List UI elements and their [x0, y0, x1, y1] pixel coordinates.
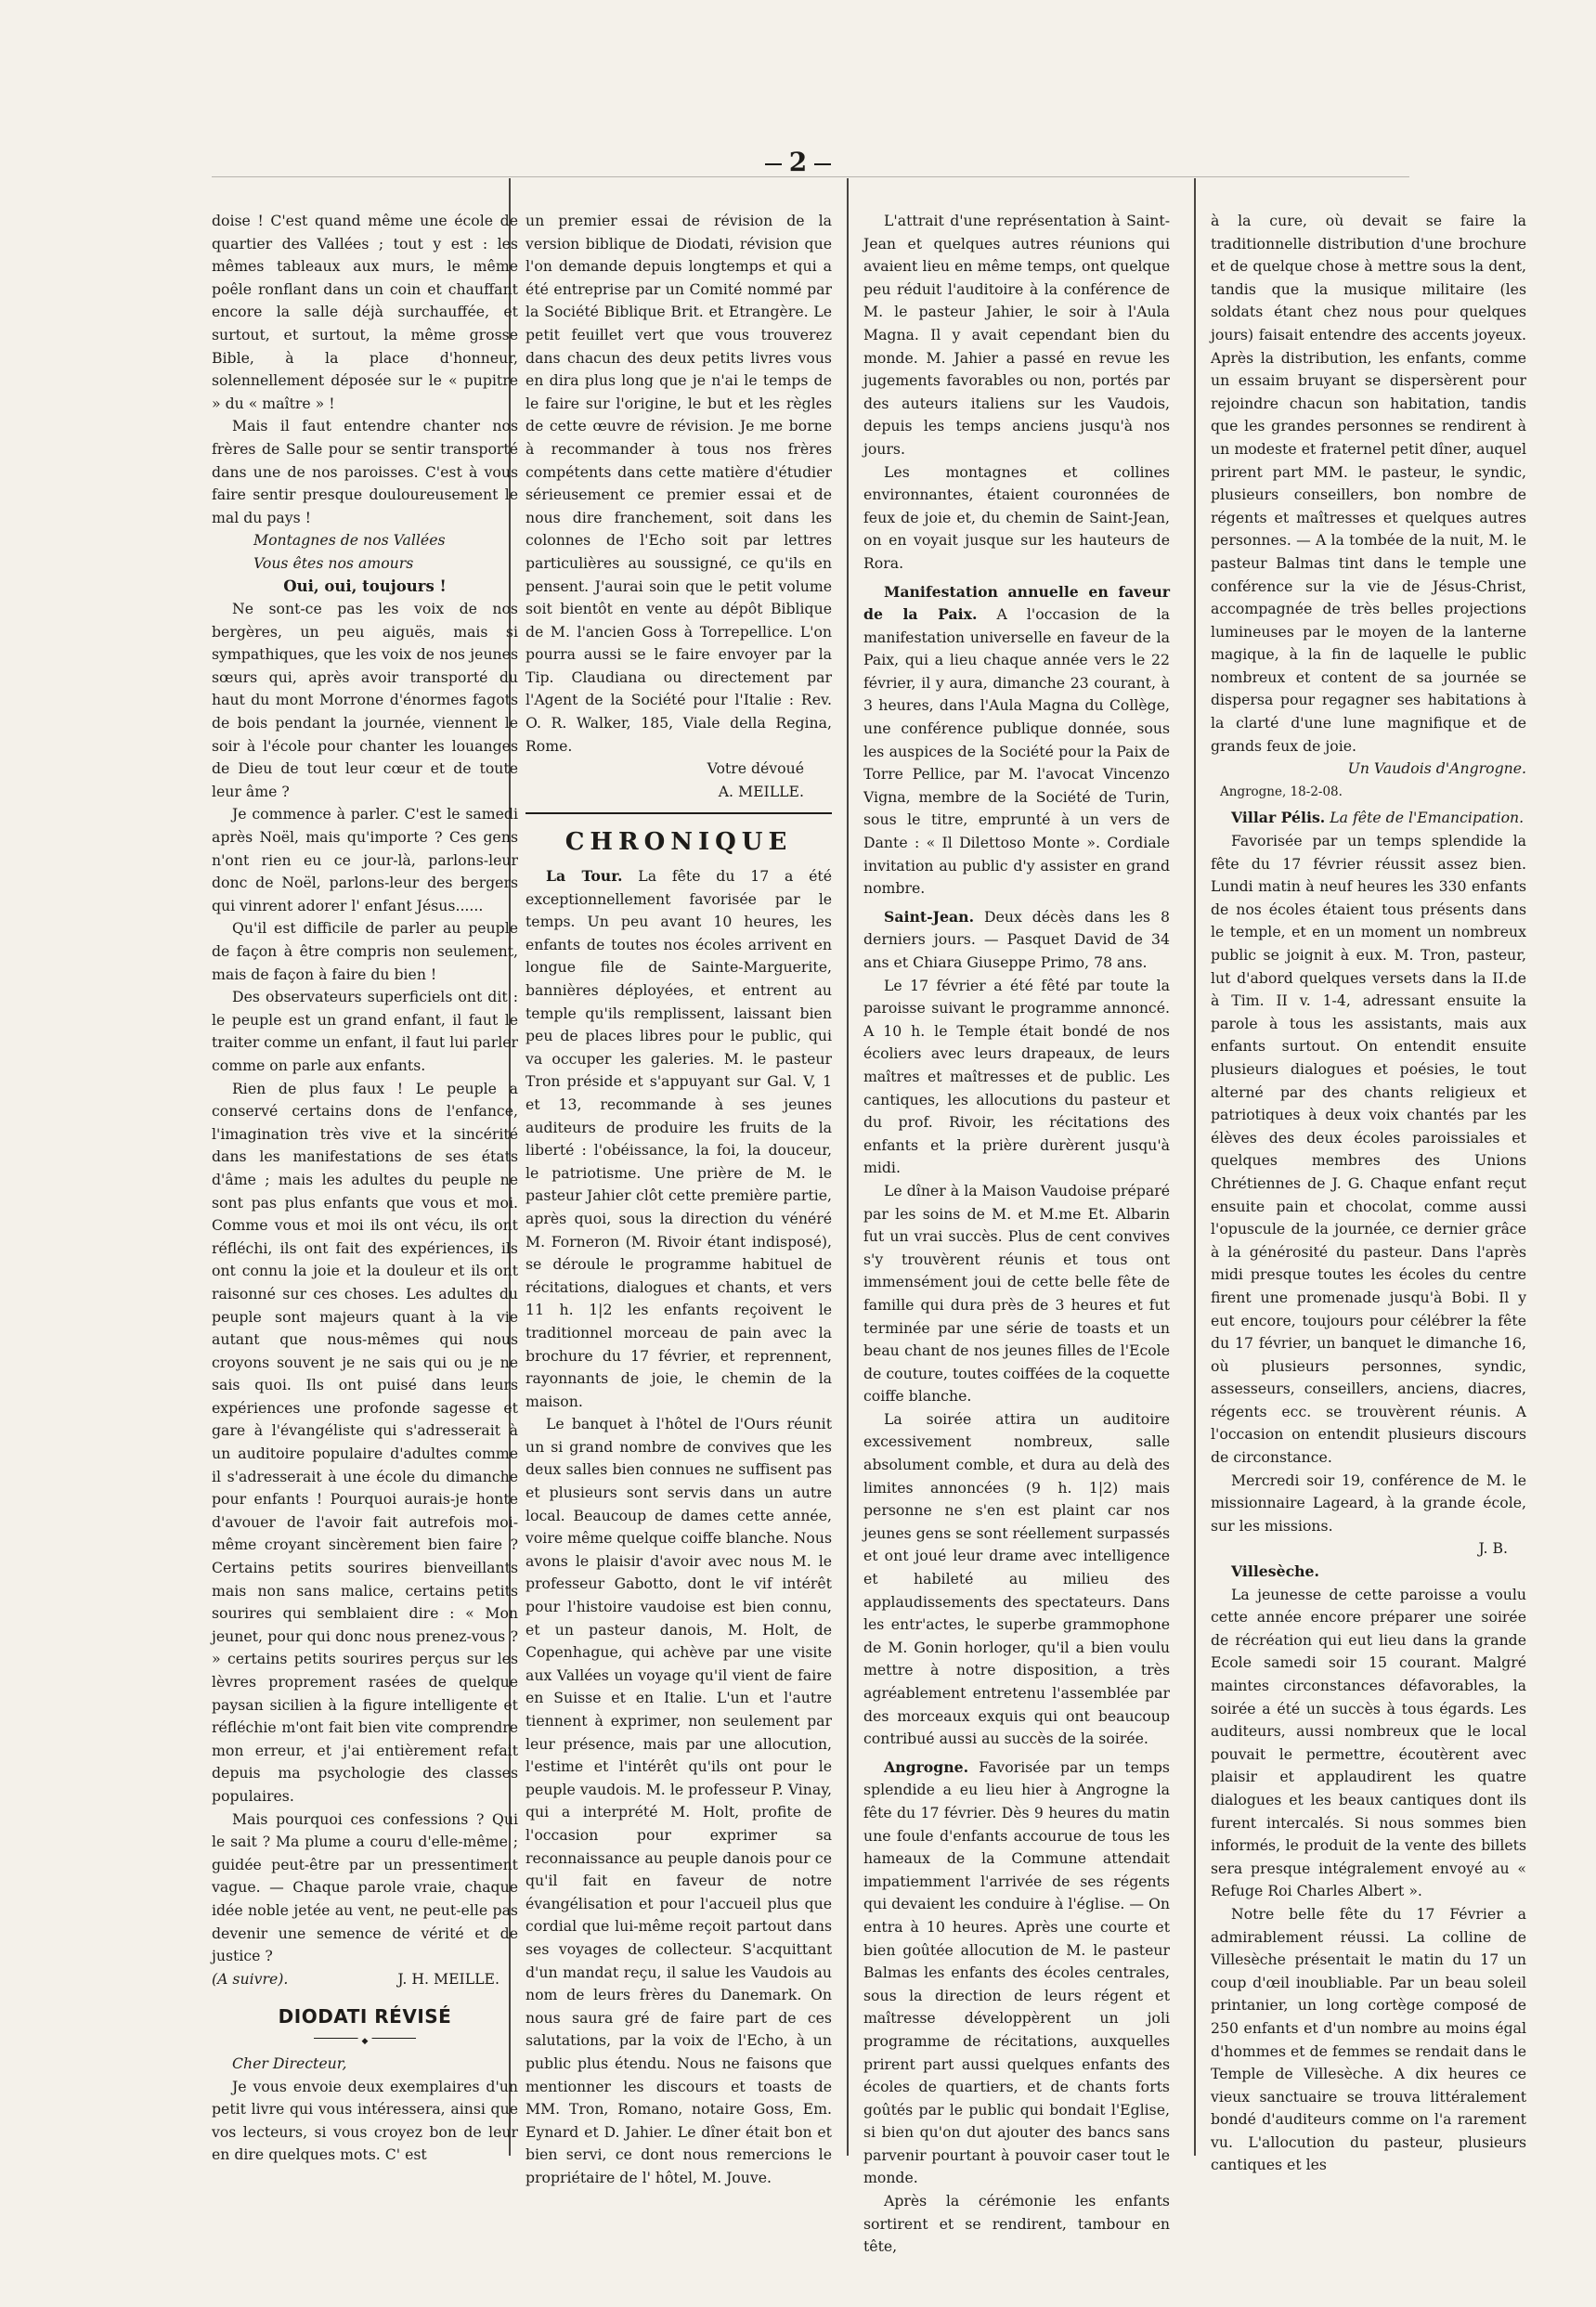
place-name: La Tour. — [546, 867, 623, 886]
letter-closing: Votre dévoué — [707, 759, 804, 778]
news-item-peace: Manifestation annuelle en faveur de la Paix. A l'occasion de la manifestation universelle en faveur de la Paix, qui a lieu chaque année vers le 22 février, il y aura, dimanche 23 courant, à 3 heures, dans l'Aula Magna du Collège, une conférence publique donnée, sous les auspices de la Société pour la Paix de Torre Pellice, par M. l'avocat Vincenzo Vigna, membre de la Société de Turin, sous le titre, emprunté à un vers de Dante : « Il Dilettoso Monte ». Cordiale invitation au public d'y assister en grand nombre. — [863, 582, 1170, 898]
section-heading-diodati: DIODATI RÉVISÉ — [278, 2005, 452, 2028]
article-paragraph: Rien de plus faux ! Le peuple a conservé certains dons de l'enfance, l'imagination très vive et la sincérité dans les manifestations de ses états d'âme ; mais les adultes du peuple ne sont pas plus enfants que vous et moi. Comme vous et moi ils ont vécu, ils ont réfléchi, ils ont fait des expériences, ils ont connu la joie et la douleur et ils ont raisonné sur ces choses. Les adultes du peuple sont majeurs quant à la vie autant que nous-mêmes qui nous croyons souvent je ne sais qui ou je ne sais quoi. Ils ont puisé dans leurs expériences une profonde sagesse et gare à l'évangéliste qui s'adresserait à un auditoire populaire d'adultes comme il s'adresserait à une école du dimanche pour enfants ! Pourquoi aurais-je honte d'avouer de l'avoir fait autrefois moi-même croyant sincèrement bien faire ? Certains petits sourires bienveillants mais non sans malice, certains petits sourires qui semblaient dire : « Mon jeunet, pour qui donc nous prenez-vous ? » certains petits sourires perçus sur les lèvres proprement rasées de quelque paysan sicilien à la figure intelligente et réfléchie m'ont fait bien vite comprendre mon erreur, et j'ai entièrement refait depuis ma psychologie des classes populaires. — [212, 1079, 518, 1805]
news-item-latour: La Tour. La fête du 17 a été exceptionnellement favorisée par le temps. Un peu avant 10 heures, les enfants de toutes nos écoles arrivent en longue file de Sainte-Marguerite, bannières déployées, et entrent au temple qu'ils remplissent, laissant bien peu de places libres pour le public, qui va occuper les galeries. M. le pasteur Tron préside et s'appuyant sur Gal. V, 1 et 13, recommande à ses jeunes auditeurs de produire les fruits de la liberté : l'obéissance, la foi, la douceur, le patriotisme. Une prière de M. le pasteur Jahier clôt cette première partie, après quoi, sous la direction du vénéré M. Forneron (M. Rivoir étant indisposé), se déroule le programme habituel de récitations, dialogues et chants, et vers 11 h. 1|2 les enfants reçoivent le traditionnel morceau de pain avec la brochure du 17 février, et reprennent, rayonnants de joie, le chemin de la maison. — [526, 867, 832, 1410]
news-item-angrogne: Angrogne. Favorisée par un temps splendide a eu lieu hier à Angrogne la fête du 17 février. Dès 9 heures du matin une foule d'enfants accourue de tous les hameaux de la Commune attendait impatiemment l'arrivée de ses régents qui devaient les conduire à l'église. — On entra à 10 heures. Après une courte et bien goûtée allocution de M. le pasteur Balmas les enfants des écoles centrales, sous la direction de leurs régent et maîtresse développèrent un joli programme de récitations, auxquelles prirent part aussi quelques enfants des écoles de quartiers, et de chants forts goûtés par le public qui bondait l'Eglise, si bien qu'on dut ajouter des bancs sans parvenir pourtant à pouvoir caser tout le monde. — [863, 1757, 1170, 2187]
article-paragraph: Le 17 février a été fêté par toute la paroisse suivant le programme annoncé. A 10 h. le Temple était bondé de nos écoliers avec leurs drapeaux, de leurs maîtres et maîtresses et de public. Les cantiques, les allocutions du pasteur et du prof. Rivoir, les récitations des enfants et la prière durèrent jusqu'à midi. — [863, 976, 1170, 1177]
column-3 — [863, 210, 1170, 2256]
article-paragraph: Des observateurs superficiels ont dit : le peuple est un grand enfant, il faut le traiter comme un enfant, il faut lui parler comme on parle aux enfants. — [212, 988, 519, 1074]
news-item-saint-jean: Saint-Jean. Deux décès dans les 8 derniers jours. — Pasquet David de 34 ans et Chiara Giuseppe Primo, 78 ans. — [863, 907, 1170, 971]
song-refrain: Oui, oui, toujours ! — [283, 577, 447, 595]
section-divider — [526, 812, 832, 814]
article-paragraph: Le banquet à l'hôtel de l'Ours réunit un si grand nombre de convives que les deux salles bien connues ne suffisent pas et plusieurs sont servis dans un autre local. Beaucoup de dames cette année, voire même quelque coiffe blanche. Nous avons le plaisir d'avoir avec nous M. le professeur Gabotto, dont le vif intérêt pour l'histoire vaudoise est bien connu, et un pasteur danois, M. Holt, de Copenhague, qui achève par une visite aux Vallées un voyage qu'il vient de faire en Suisse et en Italie. L'un et l'autre tiennent à exprimer, non seulement par leur présence, mais par une allocution, l'estime et l'intérêt qu'ils ont pour le peuple vaudois. M. le professeur P. Vinay, qui a interprété M. Holt, profite de l'occasion pour exprimer sa reconnaissance au peuple danois pour ce qu'il fait en faveur de notre évangélisation et pour l'accueil plus que cordial que lui-même reçoit partout dans ses voyages de collecteur. S'acquittant d'un mandat reçu, il salue les Vaudois au nom de leurs frères du Danemark. On nous saura gré de faire part de ces salutations, par la voix de l'Echo, à un public plus étendu. Nous ne faisons que mentionner les discours et toasts de MM. Tron, Romano, notaire Goss, Em. Eynard et D. Jahier. Le dîner était bon et bien servi, ce dont nous remercions le propriétaire de l' hôtel, M. Jouve. — [526, 1415, 832, 2186]
article-signoff — [212, 1968, 518, 1991]
author-signature: Un Vaudois d'Angrogne. — [1347, 759, 1526, 778]
place-name: Angrogne. — [884, 1757, 969, 1776]
song-verse: Montagnes de nos Vallées — [253, 531, 446, 550]
to-be-continued: (A suivre). — [212, 1969, 289, 1988]
article-paragraph: L'attrait d'une représentation à Saint-Jean et quelques autres réunions qui avaient lieu en même temps, ont quelque peu réduit l'auditoire à la conférence de M. le pasteur Jahier, le soir à l'Aula Magna. Il y avait cependant bien du monde. M. Jahier a passé en revue les jugements favorables ou non, portés par des auteurs italiens sur les Vaudois, depuis les temps anciens jusqu'à nos jours. — [863, 212, 1170, 458]
header-rule — [212, 176, 1409, 177]
article-paragraph: Ne sont-ce pas les voix de nos bergères, un peu aiguës, mais si sympathiques, que les voix de nos jeunes sœurs qui, après avoir transporté du haut du mont Morrone d'énormes fagots de bois pendant la journée, viennent le soir à l'école pour chanter les louanges de Dieu de tout leur cœur et de toute leur âme ? — [212, 600, 518, 800]
place-name: Villar Pélis. — [1231, 809, 1326, 827]
section-heading-chronique: CHRONIQUE — [564, 828, 793, 857]
place-name: Manifestation annuelle en faveur de la Paix. — [863, 582, 1170, 624]
page-number: 2 — [0, 147, 1596, 177]
author-signature: A. MEILLE. — [718, 782, 804, 800]
article-paragraph: Après la cérémonie les enfants sortirent et se rendirent, tambour en tête, — [863, 2192, 1170, 2256]
article-paragraph: Je vous envoie deux exemplaires d'un petit livre qui vous intéressera, ainsi que vos lecteurs, si vous croyez bon de leur en dire quelques mots. C' est — [212, 2077, 518, 2164]
article-paragraph: Qu'il est difficile de parler au peuple de façon à être compris non seulement, mais de façon à faire du bien ! — [212, 919, 518, 983]
article-paragraph: Je commence à parler. C'est le samedi après Noël, mais qu'importe ? Ces gens n'ont rien eu ce jour-là, parlons-leur donc de Noël, parlons-leur des bergers qui vinrent adorer l' enfant Jésus...... — [212, 805, 518, 914]
article-paragraph: Notre belle fête du 17 Février a admirablement réussi. La colline de Villesèche présentait le matin du 17 un coup d'œil inoubliable. Par un beau soleil printanier, un long cortège composé de 250 enfants et d'un nombre au moins égal d'hommes et de femmes se rendait dans le Temple de Villesèche. A dix heures ce vieux sanctuaire se trouva littéralement bondé d'auditeurs comme on l'a rarement vu. L'allocution du pasteur, plusieurs cantiques et les — [1211, 1904, 1526, 2174]
heading-ornament — [314, 2034, 416, 2043]
article-paragraph: Mais pourquoi ces confessions ? Qui le sait ? Ma plume a couru d'elle-même ; guidée peut-être par un pressentiment vague. — Chaque parole vraie, chaque idée noble jetée au vent, ne peut-elle pas devenir une semence de vérité et de justice ? — [212, 1809, 518, 1965]
article-paragraph: Favorisée par un temps splendide la fête du 17 février réussit assez bien. Lundi matin à neuf heures les 330 enfants de nos écoles étaient tous présents dans le temple, et en un moment un nombreux public se joignit à eux. M. Tron, pasteur, lut d'abord quelques versets dans la II.de à Tim. II v. 1-4, adressant ensuite la parole à tous les assistants, mais aux enfants surtout. On entendit ensuite plusieurs dialogues et poésies, le tout alterné par des chants religieux et patriotiques à deux voix chantés par les élèves des deux écoles paroissiales et quelques membres des Unions Chrétiennes de J. G. Chaque enfant reçut ensuite pain et chocolat, comme aussi l'opuscule de la journée, ce dernier grâce à la générosité du pasteur. Dans l'après midi presque toutes les écoles du centre firent une promenade jusqu'à Bobi. Il y eut encore, toujours pour célébrer la fête du 17 février, un banquet le dimanche 16, où plusieurs personnes, syndic, assesseurs, conseillers, anciens, diacres, régents ecc. se trouvèrent réunis. A l'occasion on entendit plusieurs discours de circonstance. — [1211, 832, 1526, 1467]
column-2 — [526, 210, 832, 2186]
article-paragraph: Mercredi soir 19, conférence de M. le missionnaire Lageard, à la grande école, sur les missions. — [1211, 1471, 1526, 1535]
column-rule-3 — [1194, 178, 1196, 2156]
place-name: Saint-Jean. — [884, 907, 975, 926]
letter-salutation: Cher Directeur, — [232, 2054, 347, 2072]
article-paragraph: un premier essai de révision de la version biblique de Diodati, révision que l'on demande depuis longtemps et qui a été entreprise par un Comité nommé par la Société Biblique Brit. et Etrangère. Le petit feuillet vert que vous trouverez dans chacun des deux petits livres vous en dira plus long que je n'ai le temps de le faire sur l'origine, le but et les règles de cette œuvre de révision. Je me borne à recommander à tous nos frères compétents dans cette matière d'étudier sérieusement ce premier essai et de nous dire franchement, soit dans les colonnes de l'Echo soit par lettres particulières au soussigné, ce qu'ils en pensent. J'aurai soin que le petit volume soit bientôt en vente au dépôt Biblique de M. l'ancien Goss à Torrepellice. L'on pourra aussi se le faire envoyer par la Tip. Claudiana ou directement par l'Agent de la Société pour l'Italie : Rev. O. R. Walker, 185, Viale della Regina, Rome. — [526, 212, 832, 755]
article-paragraph: à la cure, où devait se faire la traditionnelle distribution d'une brochure et de quelque chose à mettre sous la dent, tandis que la musique militaire (les soldats étant chez nous pour quelques jours) faisait entendre des accents joyeux. Après la distribution, les enfants, comme un essaim bruyant se dispersèrent pour rejoindre chacun son habitation, tandis que les grandes personnes se rendirent à un modeste et fraternel petit dîner, auquel prirent part MM. le pasteur, le syndic, plusieurs conseillers, bon nombre de régents et maîtresses et quelques autres personnes. — A la tombée de la nuit, M. le pasteur Balmas tint dans le temple une conférence sur la vie de Jésus-Christ, accompagnée de très belles projections lumineuses par le moyen de la lanterne magique, à la fin de laquelle le public nombreux et content de sa journée se dispersa pour regagner ses habitations à la clarté d'une lune magnifique et de grands feux de joie. — [1211, 212, 1526, 755]
column-4 — [1211, 210, 1526, 2178]
song-verse: Vous êtes nos amours — [253, 553, 414, 572]
news-item-villar-pelis: Villar Pélis. La fête de l'Emancipation. — [1231, 809, 1525, 827]
article-paragraph: doise ! C'est quand même une école de quartier des Vallées ; tout y est : les mêmes tableaux aux murs, le même poêle ronflant dans un coin et chauffant encore la salle déjà surchauffée, et surtout, et surtout, la même grosse Bible, à la place d'honneur, solennellement déposée sur le « pupitre » du « maître » ! — [212, 212, 518, 412]
place-name: Villesèche. — [1231, 1562, 1319, 1581]
article-paragraph: Le dîner à la Maison Vaudoise préparé par les soins de M. et M.me Et. Albarin fut un vrai succès. Plus de cent convives s'y trouvèrent réunis et tous ont immensément joui de cette belle fête de famille qui dura près de 3 heures et fut terminée par une série de toasts et un beau chant de nos jeunes filles de l'Ecole de couture, toutes coiffées de la coquette coiffe blanche. — [863, 1181, 1170, 1406]
article-paragraph: Mais il faut entendre chanter nos frères de Salle pour se sentir transporté dans une de nos paroisses. C'est à vous faire sentir presque douloureusement le mal du pays ! — [212, 417, 518, 526]
author-signature: J. H. MEILLE. — [397, 1969, 500, 1988]
article-paragraph: La soirée attira un auditoire excessivement nombreux, salle absolument comble, et dura au delà des limites annoncées (9 h. 1|2) mais personne ne s'en est plaint car nos jeunes gens se sont réellement surpassés et ont joué leur drame avec intelligence et habileté au milieu des applaudissements des spectateurs. Dans les entr'actes, le superbe grammophone de M. Gonin horloger, qu'il a bien voulu mettre à notre disposition, a très agréablement entretenu l'assemblée par des morceaux exquis qui ont beaucoup contribué aussi au succès de la soirée. — [863, 1409, 1170, 1748]
article-paragraph: Les montagnes et collines environnantes, étaient couronnées de feux de joie et, du chemin de Saint-Jean, on en voyait jusque sur les hauteurs de Rora. — [863, 462, 1170, 572]
article-paragraph: La jeunesse de cette paroisse a voulu cette année encore préparer une soirée de récréation qui eut lieu dans la grande Ecole samedi soir 15 courant. Malgré maintes circonstances défavorables, la soirée a été un succès à tous égards. Les auditeurs, aussi nombreux que le local pouvait le permettre, écoutèrent avec plaisir et applaudirent les quatre dialogues et les beaux cantiques dont ils furent intercalés. Si nous sommes bien informés, le produit de la vente des billets sera presque intégralement envoyé au « Refuge Roi Charles Albert ». — [1211, 1585, 1526, 1900]
dateline: Angrogne, 18-2-08. — [1220, 784, 1343, 799]
column-1 — [212, 210, 518, 2178]
column-rule-2 — [847, 178, 849, 2156]
author-signature: J. B. — [1478, 1539, 1508, 1558]
